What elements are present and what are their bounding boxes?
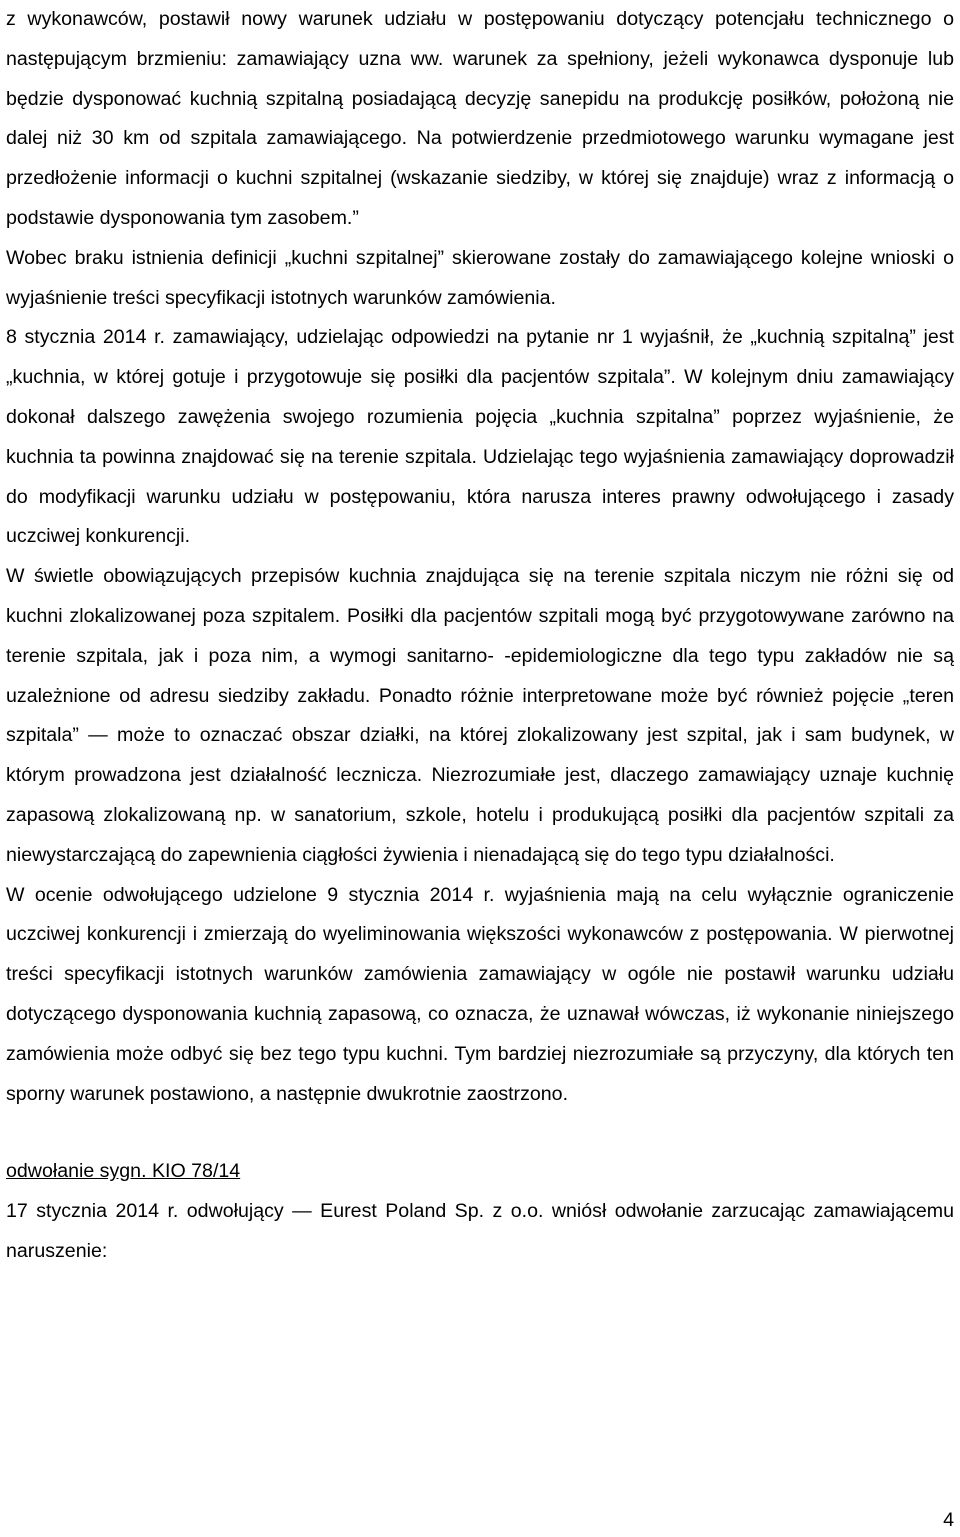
document-page xyxy=(6,0,954,1272)
paragraph-appeal-filing: 17 stycznia 2014 r. odwołujący — Eurest Poland Sp. z o.o. wniósł odwołanie zarzucając zamawiającemu naruszenie: xyxy=(6,1200,954,1262)
paragraph-hospital-kitchen-condition: z wykonawców, postawił nowy warunek udziału w postępowaniu dotyczący potencjału technicznego o następującym brzmieniu: zamawiający uzna ww. warunek za spełniony, jeżeli wykonawca dysponuje lub będzie dysponować kuchnią szpitalną posiadającą decyzję sanepidu na produkcję posiłków, położoną nie dalej niż 30 km od szpitala zamawiającego. Na potwierdzenie przedmiotowego warunku wymagane jest przedłożenie informacji o kuchni szpitalnej (wskazanie siedziby, w której się znajduje) wraz z informacją o podstawie dysponowania tym zasobem.” xyxy=(6,8,954,229)
paragraph-appellant-assessment: W ocenie odwołującego udzielone 9 stycznia 2014 r. wyjaśnienia mają na celu wyłącznie ograniczenie uczciwej konkurencji i zmierzają do wyeliminowania większości wykonawców z postępowania. W pierwotnej treści specyfikacji istotnych warunków zamówienia zamawiający w ogóle nie postawił warunku udziału dotyczącego dysponowania kuchnią zapasową, co oznacza, że uznawał wówczas, iż wykonanie niniejszego zamówienia może odbyć się bez tego typu kuchni. Tym bardziej niezrozumiałe są przyczyny, dla których ten sporny warunek postawiono, a następnie dwukrotnie zaostrzono. xyxy=(6,883,954,1105)
page-number: 4 xyxy=(943,1509,954,1531)
paragraph-clarification-requests: Wobec braku istnienia definicji „kuchni szpitalnej” skierowane zostały do zamawiającego kolejne wnioski o wyjaśnienie treści specyfikacji istotnych warunków zamówienia. xyxy=(6,246,954,309)
section-spacer xyxy=(6,1114,954,1152)
paragraph-regulations: W świetle obowiązujących przepisów kuchnia znajdująca się na terenie szpitala niczym nie różni się od kuchni zlokalizowanej poza szpitalem. Posiłki dla pacjentów szpitali mogą być przygotowywane zarówno na terenie szpitala, jak i poza nim, a wymogi sanitarno- -epidemiologiczne dla tego typu zakładów nie są uzależnione od adresu siedziby zakładu. Ponadto różnie interpretowane może być również pojęcie „teren szpitala” — może to oznaczać obszar działki, na której zlokalizowany jest szpital, jak i sam budynek, w którym prowadzona jest działalność lecznicza. Niezrozumiałe jest, dlaczego zamawiający uznaje kuchnię zapasową zlokalizowaną np. w sanatorium, szkole, hotelu i produkującą posiłki dla pacjentów szpitali za niewystarczającą do zapewnienia ciągłości żywienia i nienadającą się do tego typu działalności. xyxy=(6,565,954,866)
paragraph-january-8-answer: 8 stycznia 2014 r. zamawiający, udzielając odpowiedzi na pytanie nr 1 wyjaśnił, że „kuchnią szpitalną” jest „kuchnia, w której gotuje i przygotowuje się posiłki dla pacjentów szpitala”. W kolejnym dniu zamawiający dokonał dalszego zawężenia swojego rozumienia pojęcia „kuchnia szpitalna” poprzez wyjaśnienie, że kuchnia ta powinna znajdować się na terenie szpitala. Udzielając tego wyjaśnienia zamawiający doprowadził do modyfikacji warunku udziału w postępowaniu, która narusza interes prawny odwołującego i zasady uczciwej konkurencji. xyxy=(6,326,954,548)
case-reference-heading: odwołanie sygn. KIO 78/14 xyxy=(6,1160,241,1183)
